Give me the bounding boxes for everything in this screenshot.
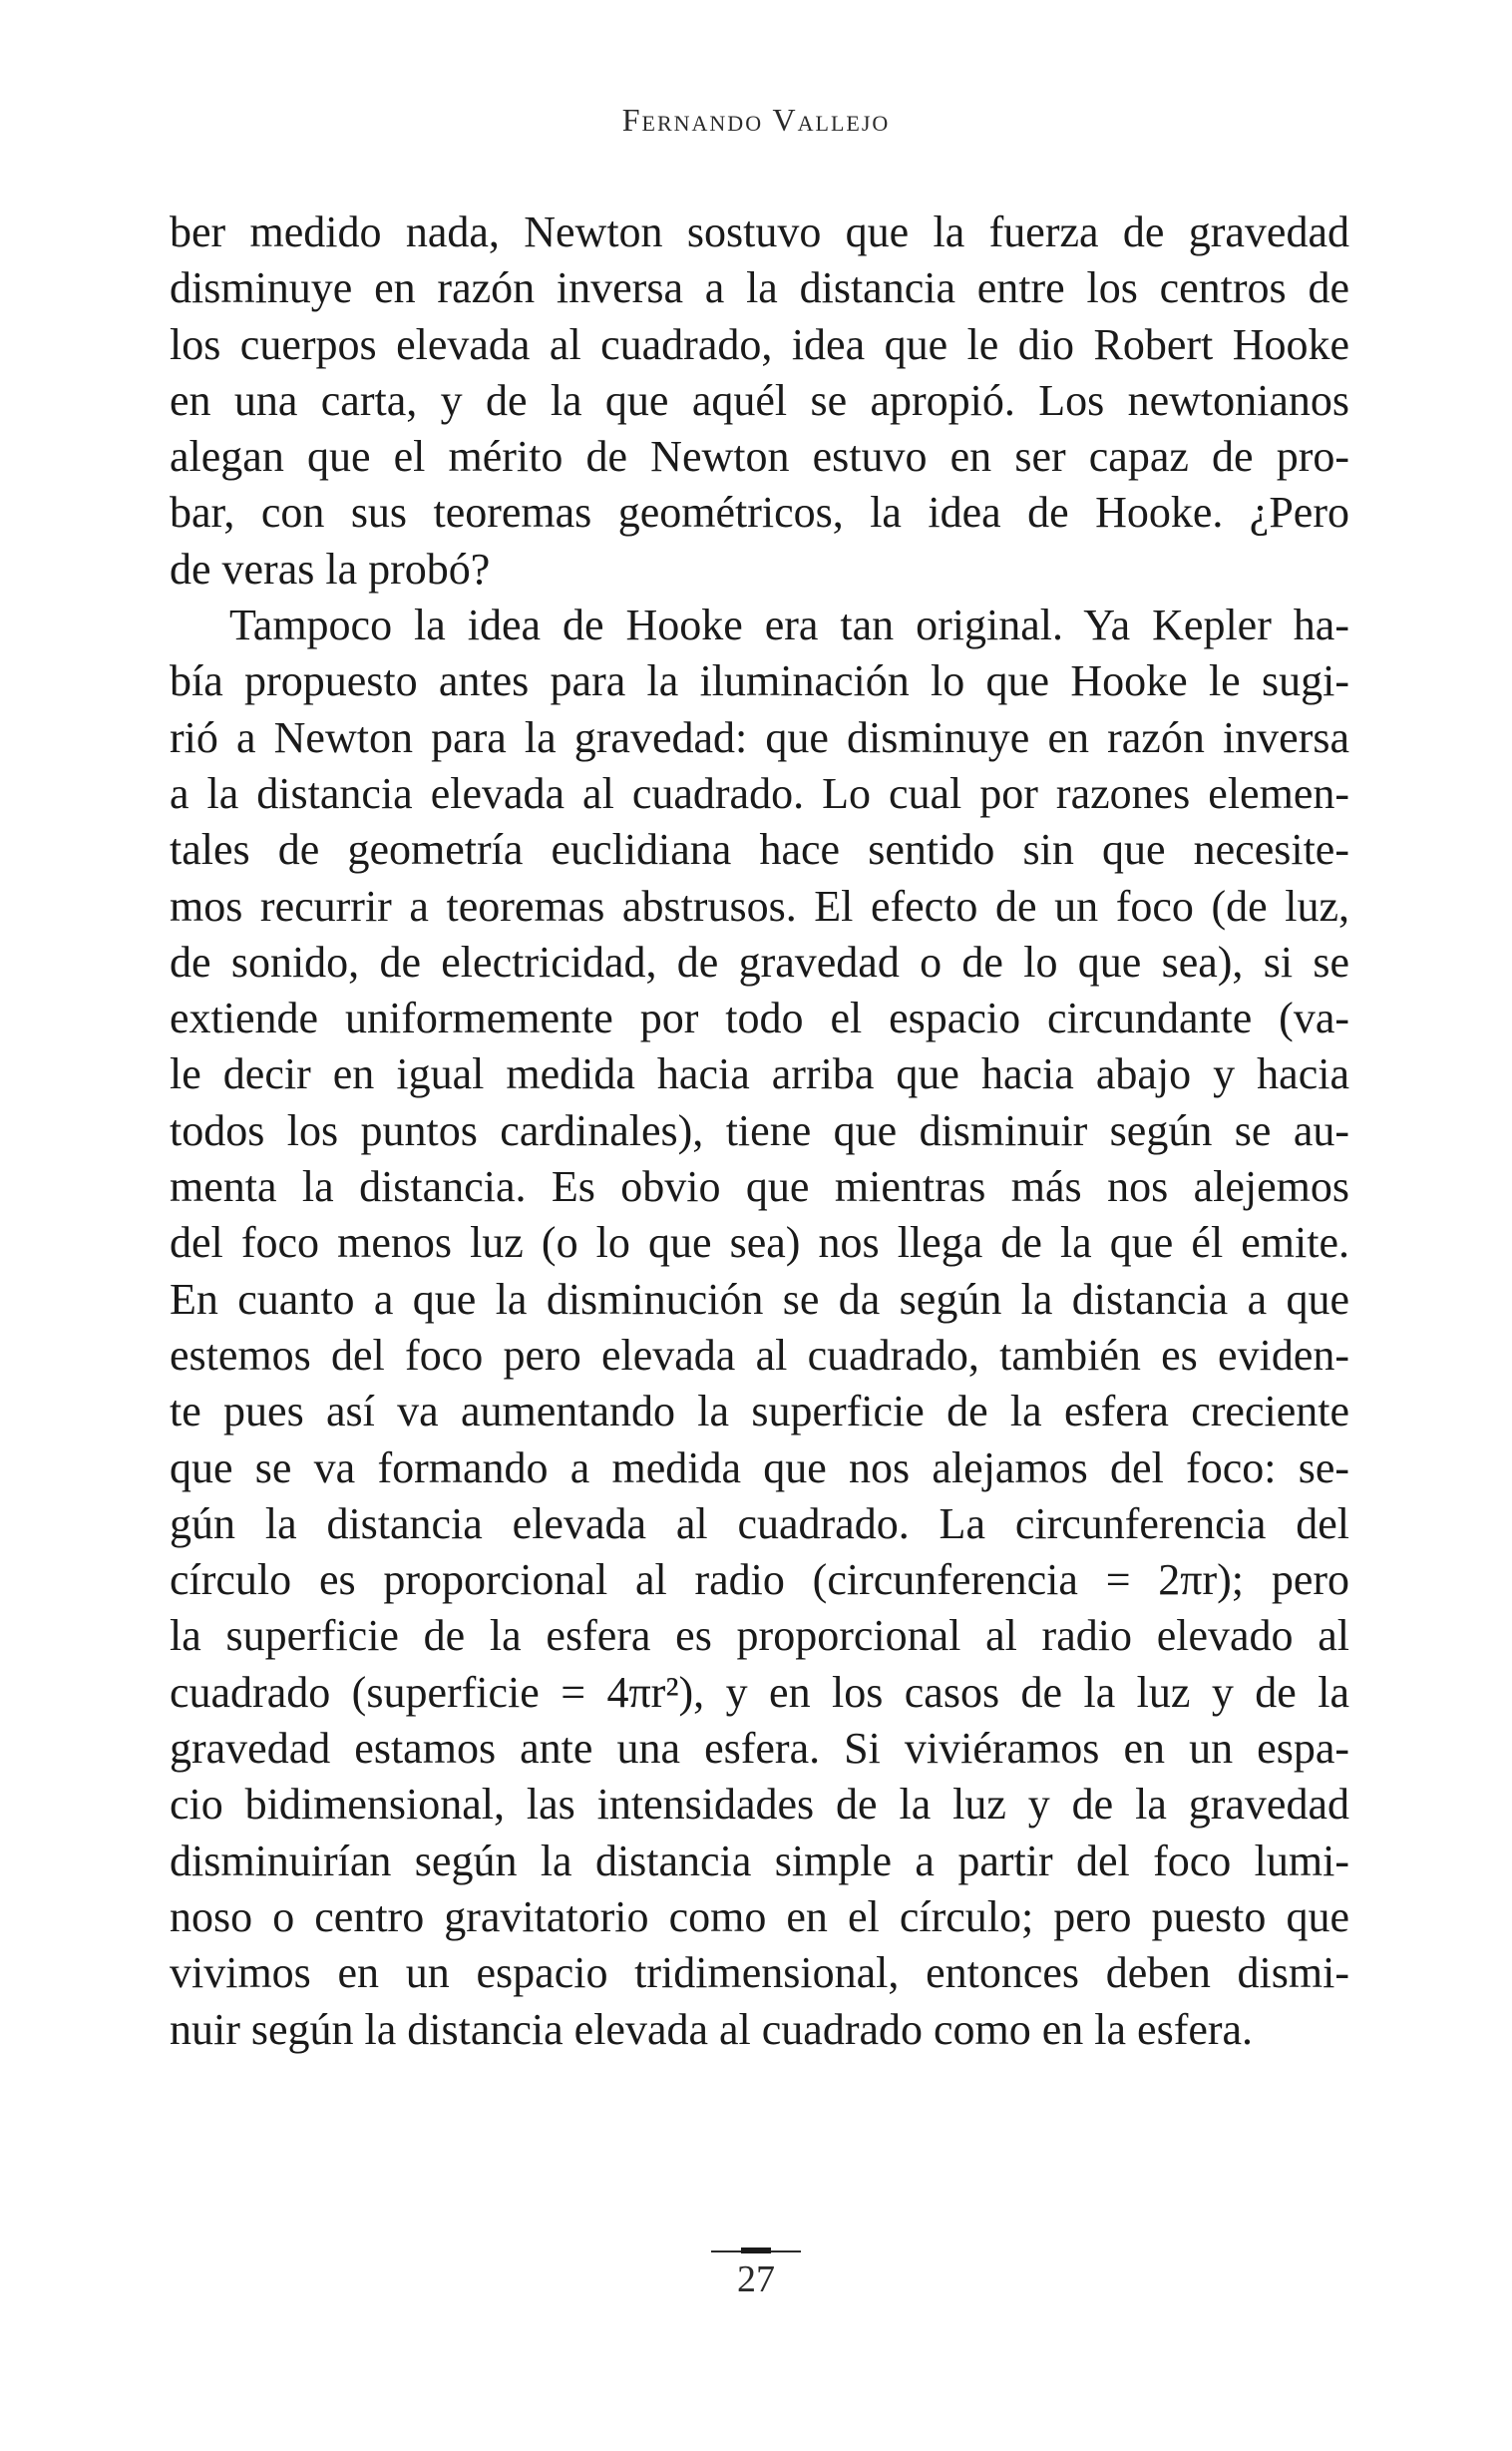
text-line: gravedad estamos ante una esfera. Si viviéramos en un espa-: [170, 1724, 1349, 1774]
text-line: le decir en igual medida hacia arriba que hacia abajo y hacia: [170, 1049, 1349, 1099]
paragraph: [170, 598, 1349, 2058]
text-line: Tampoco la idea de Hooke era tan original. Ya Kepler ha-: [229, 601, 1349, 650]
text-line: en una carta, y de la que aquél se apropió. Los newtonianos: [170, 375, 1349, 425]
text-line: círculo es proporcional al radio (circunferencia = 2πr); pero: [170, 1555, 1349, 1605]
text-line: menta la distancia. Es obvio que mientras más nos alejemos: [170, 1162, 1349, 1212]
text-line: noso o centro gravitatorio como en el círculo; pero puesto que: [170, 1891, 1349, 1941]
text-line: la superficie de la esfera es proporcional al radio elevado al: [170, 1611, 1349, 1661]
running-head: Fernando Vallejo: [621, 102, 891, 138]
text-line: cio bidimensional, las intensidades de la luz y de la gravedad: [170, 1780, 1349, 1830]
text-line: gún la distancia elevada al cuadrado. La circunferencia del: [170, 1498, 1349, 1548]
folio: [0, 2249, 1512, 2301]
text-line: vivimos en un espacio tridimensional, entonces deben dismi-: [170, 1948, 1349, 1998]
text-line: que se va formando a medida que nos alejamos del foco: se-: [170, 1442, 1349, 1492]
paragraph: [170, 204, 1349, 598]
folio-ornament: [711, 2249, 801, 2253]
page-number: 27: [737, 2258, 775, 2300]
text-line: del foco menos luz (o lo que sea) nos llega de la que él emite.: [170, 1218, 1349, 1268]
text-line: mos recurrir a teoremas abstrusos. El efecto de un foco (de luz,: [170, 881, 1349, 931]
text-line: disminuye en razón inversa a la distancia entre los centros de: [170, 263, 1349, 313]
text-line: ber medido nada, Newton sostuvo que la fuerza de gravedad: [170, 207, 1349, 256]
text-line: bar, con sus teoremas geométricos, la idea de Hooke. ¿Pero: [170, 488, 1349, 538]
text-line: cuadrado (superficie = 4πr²), y en los casos de la luz y de la: [170, 1667, 1349, 1717]
text-line: nuir según la distancia elevada al cuadrado como en la esfera.: [170, 2004, 1254, 2054]
text-line: tales de geometría euclidiana hace sentido sin que necesite-: [170, 825, 1349, 875]
text-line: extiende uniformemente por todo el espacio circundante (va-: [170, 994, 1349, 1043]
text-line: disminuirían según la distancia simple a partir del foco lumi-: [170, 1836, 1349, 1885]
text-line: En cuanto a que la disminución se da según la distancia a que: [170, 1274, 1349, 1324]
text-line: rió a Newton para la gravedad: que disminuye en razón inversa: [170, 712, 1349, 762]
text-line: de veras la probó?: [170, 544, 491, 594]
text-line: a la distancia elevada al cuadrado. Lo cual por razones elemen-: [170, 768, 1349, 818]
text-line: te pues así va aumentando la superficie de la esfera creciente: [170, 1387, 1349, 1436]
text-line: los cuerpos elevada al cuadrado, idea que le dio Robert Hooke: [170, 319, 1349, 369]
text-line: todos los puntos cardinales), tiene que disminuir según se au-: [170, 1105, 1349, 1155]
text-line: estemos del foco pero elevada al cuadrado, también es eviden-: [170, 1330, 1349, 1380]
body-text: [170, 204, 1349, 2058]
text-line: bía propuesto antes para la iluminación lo que Hooke le sugi-: [170, 656, 1349, 706]
text-line: de sonido, de electricidad, de gravedad o de lo que sea), si se: [170, 937, 1349, 987]
text-line: alegan que el mérito de Newton estuvo en ser capaz de pro-: [170, 432, 1349, 482]
